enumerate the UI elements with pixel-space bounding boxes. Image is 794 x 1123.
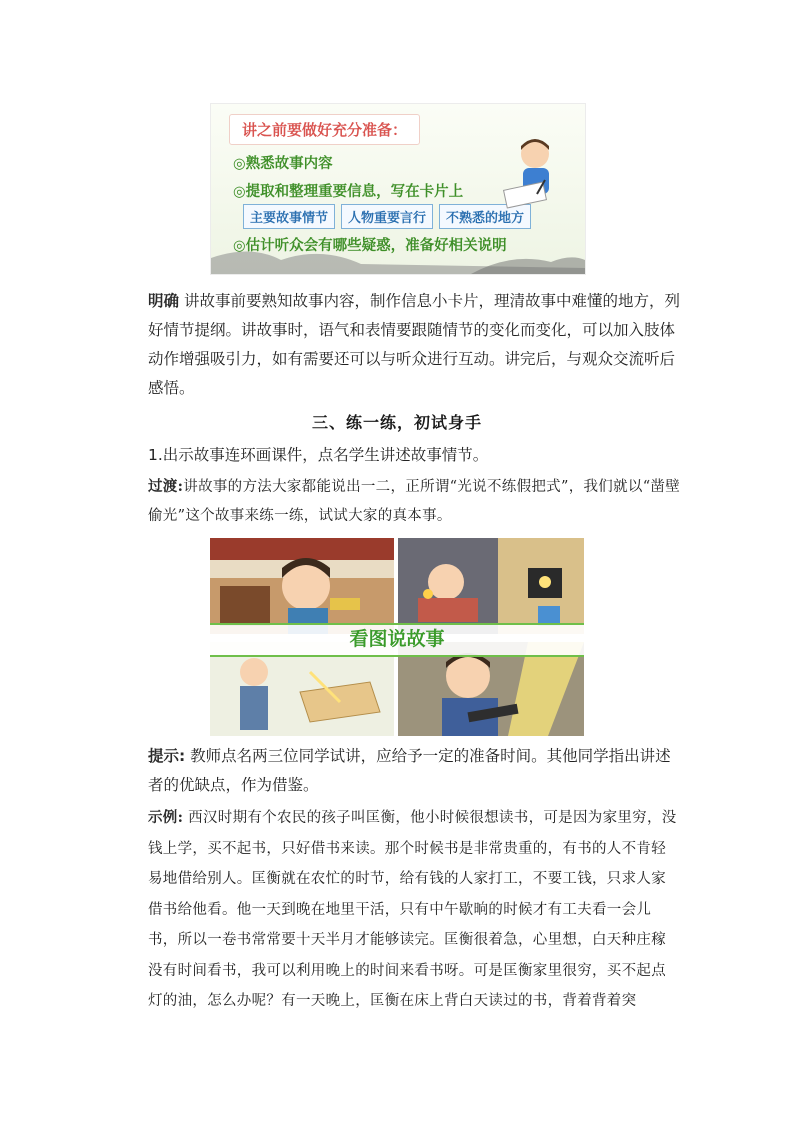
paragraph-text: 讲故事的方法大家都能说出一二，正所谓“光说不练假把式”，我们就以“凿壁偷光”这个故事来练一练，试试大家的真本事。 — [148, 479, 681, 524]
paragraph-text: 教师点名两三位同学试讲，应给予一定的准备时间。其他同学指出讲述者的优缺点，作为借鉴。 — [148, 747, 671, 794]
step-item: 1.出示故事连环画课件，点名学生讲述故事情节。 — [148, 446, 489, 464]
paragraph-lead: 示例: — [148, 809, 184, 826]
prep-item-familiar: ◎熟悉故事内容 — [233, 156, 333, 172]
paragraph-lead: 提示: — [148, 747, 186, 765]
comic-panel — [398, 538, 584, 634]
prep-item-anticipate: ◎估计听众会有哪些疑惑，准备好相关说明 — [233, 238, 507, 254]
paragraph-lead: 过渡: — [148, 478, 184, 495]
paragraph-text: 西汉时期有个农民的孩子叫匡衡，他小时候很想读书，可是因为家里穷，没钱上学，买不起书，只好借书来读。那个时候书是非常贵重的，有书的人不肯轻易地借给别人。匡衡就在农忙的时节，给有钱的人家打工，不要工钱，只求人家借书给他看。他一天到晚在地里干活，只有中午歇晌的时候才有工夫看一会儿书，所以一卷书常常要十天半月才能够读完。匡衡很着急，心里想，白天种庄稼没有时间看书，我可以利用晚上的时间来看书呀。可是匡衡家里很穷，买不起点灯的油，怎么办呢？有一天晚上，匡衡在床上背白天读过的书，背着背着突 — [148, 810, 677, 1009]
preparation-card-image — [210, 103, 586, 275]
paragraph-text: 讲故事前要熟知故事内容，制作信息小卡片，理清故事中难懂的地方，列好情节提纲。讲故事时，语气和表情要跟随情节的变化而变化，可以加入肢体动作增强吸引力，如有需要还可以与听众进行互动。讲完后，与观众交流听后感悟。 — [148, 292, 680, 397]
writing-child-illustration — [501, 132, 565, 212]
prep-tag: 不熟悉的地方 — [439, 204, 531, 229]
comic-panel — [210, 538, 394, 634]
prep-title: 讲之前要做好充分准备： — [229, 114, 420, 145]
hint-paragraph — [148, 742, 680, 800]
explanation-paragraph — [148, 287, 680, 403]
prep-tag: 主要故事情节 — [243, 204, 335, 229]
prep-item-extract: ◎提取和整理重要信息，写在卡片上 — [233, 184, 464, 200]
story-banner: 看图说故事 — [210, 623, 584, 657]
transition-paragraph — [148, 472, 680, 531]
example-paragraph — [148, 803, 680, 1017]
story-comic-image — [210, 538, 584, 736]
prep-tag: 人物重要言行 — [341, 204, 433, 229]
paragraph-lead: 明确 — [148, 292, 180, 310]
prep-tags — [243, 204, 531, 229]
ink-mountain-decoration — [211, 238, 585, 274]
section-heading: 三、练一练，初试身手 — [311, 413, 482, 432]
